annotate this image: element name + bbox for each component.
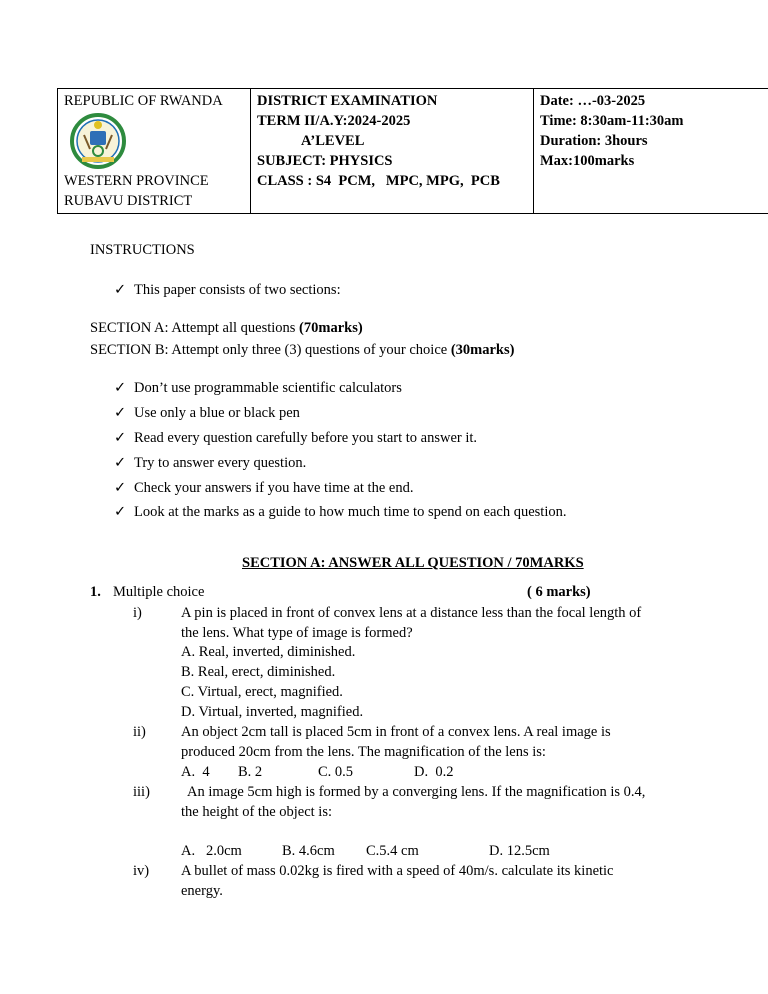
subquestion-text: energy.	[181, 883, 223, 899]
instruction-item	[114, 282, 341, 299]
subquestion-number: iv)	[133, 863, 150, 879]
district-name: RUBAVU DISTRICT	[64, 193, 193, 209]
subquestion-number: i)	[133, 605, 142, 621]
section-a-text: SECTION A: Attempt all questions	[90, 320, 300, 336]
question-marks: ( 6 marks)	[527, 584, 591, 600]
answer-option: C. Virtual, erect, magnified.	[181, 684, 343, 700]
instruction-text: Check your answers if you have time at the end.	[134, 480, 414, 496]
subquestion-text: A bullet of mass 0.02kg is fired with a speed of 40m/s. calculate its kinetic	[181, 863, 614, 879]
checkmark-icon: ✓	[114, 380, 127, 396]
instruction-item	[114, 380, 402, 397]
subquestion-text: the height of the object is:	[181, 804, 333, 820]
subquestion-number: iii)	[133, 784, 150, 800]
exam-term: TERM II/A.Y:2024-2025	[257, 113, 411, 129]
section-a-marks: (70marks)	[299, 320, 363, 336]
checkmark-icon: ✓	[114, 430, 127, 446]
instruction-item	[114, 430, 477, 447]
subquestion-text: the lens. What type of image is formed?	[181, 625, 413, 641]
subquestion-text: produced 20cm from the lens. The magnification of the lens is:	[181, 744, 546, 760]
answer-option: B. 2	[238, 764, 263, 780]
instruction-text: Use only a blue or black pen	[134, 405, 300, 421]
instruction-text: Try to answer every question.	[134, 455, 307, 471]
exam-date: Date: …-03-2025	[540, 93, 646, 109]
exam-class: CLASS : S4 PCM, MPC, MPG, PCB	[257, 173, 500, 189]
instruction-item	[114, 480, 413, 497]
instruction-item	[114, 405, 300, 422]
answer-option: B. 4.6cm	[282, 843, 335, 859]
exam-title: DISTRICT EXAMINATION	[257, 93, 438, 109]
instruction-text: Look at the marks as a guide to how much time to spend on each question.	[134, 504, 567, 520]
answer-option: C.5.4 cm	[366, 843, 419, 859]
header-middle-cell	[251, 89, 534, 214]
section-a-instruction	[90, 320, 363, 337]
exam-time: Time: 8:30am-11:30am	[540, 113, 684, 129]
province-name: WESTERN PROVINCE	[64, 173, 209, 189]
answer-option: A. 4	[181, 764, 210, 780]
header-table	[57, 88, 768, 214]
checkmark-icon: ✓	[114, 282, 127, 298]
subquestion-number: ii)	[133, 724, 146, 740]
header-right-cell	[534, 89, 768, 214]
checkmark-icon: ✓	[114, 405, 127, 421]
instruction-text: Read every question carefully before you start to answer it.	[134, 430, 478, 446]
instruction-text: Don’t use programmable scientific calculators	[134, 380, 402, 396]
question-label: Multiple choice	[113, 584, 205, 600]
section-a-title: SECTION A: ANSWER ALL QUESTION / 70MARKS	[242, 555, 584, 571]
section-b-marks: (30marks)	[450, 342, 515, 358]
exam-level: A’LEVEL	[301, 133, 365, 149]
instruction-item	[114, 504, 567, 521]
header-left-cell	[58, 89, 251, 214]
exam-duration: Duration: 3hours	[540, 133, 648, 149]
exam-subject: SUBJECT: PHYSICS	[257, 153, 393, 169]
instructions-title: INSTRUCTIONS	[90, 242, 195, 258]
answer-option: B. Real, erect, diminished.	[181, 664, 336, 680]
checkmark-icon: ✓	[114, 455, 127, 471]
country-name: REPUBLIC OF RWANDA	[64, 93, 223, 109]
checkmark-icon: ✓	[114, 480, 127, 496]
exam-max-marks: Max:100marks	[540, 153, 635, 169]
answer-option: A. 2.0cm	[181, 843, 242, 859]
subquestion-text: An object 2cm tall is placed 5cm in front of a convex lens. A real image is	[181, 724, 611, 740]
answer-option: D. Virtual, inverted, magnified.	[181, 704, 364, 720]
subquestion-text: An image 5cm high is formed by a converging lens. If the magnification is 0.4,	[187, 784, 646, 800]
instruction-item	[114, 455, 306, 472]
answer-option: D. 12.5cm	[489, 843, 550, 859]
answer-option: D. 0.2	[414, 764, 454, 780]
section-b-instruction	[90, 342, 514, 359]
section-b-text: SECTION B: Attempt only three (3) questions of your choice	[90, 342, 451, 358]
question-number: 1.	[90, 584, 101, 600]
subquestion-text: A pin is placed in front of convex lens at a distance less than the focal length of	[181, 605, 642, 621]
rwanda-coat-of-arms-icon	[68, 113, 128, 169]
answer-option: C. 0.5	[318, 764, 354, 780]
instruction-text: This paper consists of two sections:	[134, 282, 341, 298]
answer-option: A. Real, inverted, diminished.	[181, 644, 356, 660]
checkmark-icon: ✓	[114, 504, 127, 520]
